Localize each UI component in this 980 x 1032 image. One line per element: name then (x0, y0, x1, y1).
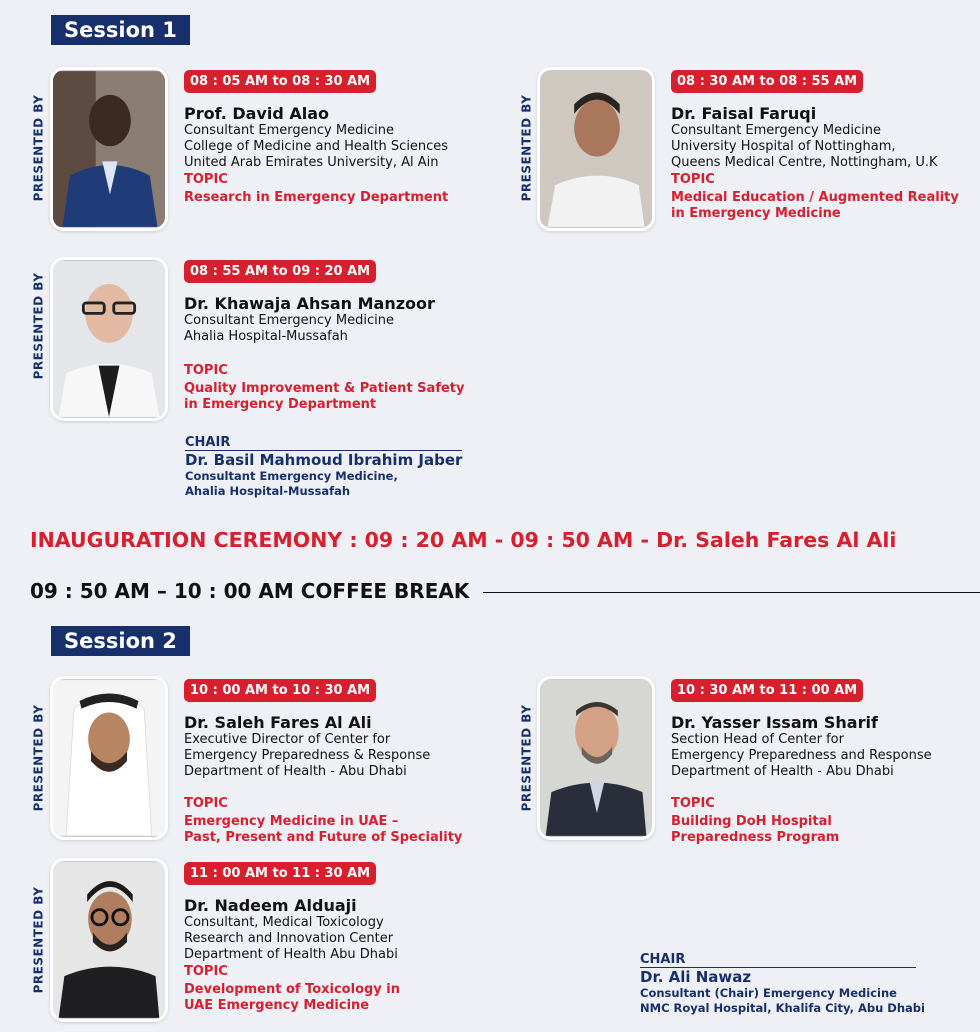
inauguration-ceremony: INAUGURATION CEREMONY : 09 : 20 AM - 09 : 50 AM - Dr. Saleh Fares Al Ali (30, 528, 897, 552)
topic-label: TOPIC (184, 964, 228, 979)
speaker-org: Department of Health - Abu Dhabi (671, 764, 894, 779)
speaker-photo-yasser-sharif (537, 676, 655, 840)
topic-label: TOPIC (184, 172, 228, 187)
speaker-card-faisal-faruqi (671, 104, 959, 222)
speaker-card-saleh-al-ali (184, 713, 462, 846)
speaker-card-david-alao (184, 104, 448, 206)
speaker-role: Consultant Emergency Medicine (184, 123, 394, 138)
speaker-org: Emergency Preparedness & Response (184, 748, 431, 763)
time-badge: 11 : 00 AM to 11 : 30 AM (184, 862, 376, 885)
chair-label: CHAIR (640, 952, 686, 967)
speaker-card-yasser-sharif (671, 713, 932, 846)
session-2-tag (51, 626, 190, 656)
speaker-org: Department of Health Abu Dhabi (184, 947, 398, 962)
speaker-role: Consultant Emergency Medicine (671, 123, 881, 138)
chair-block-session-2 (640, 952, 925, 1016)
speaker-role: Consultant, Medical Toxicology (184, 915, 384, 930)
speaker-name: Dr. Nadeem Alduaji (184, 896, 357, 915)
chair-label: CHAIR (185, 435, 231, 450)
session-1-tag (51, 15, 190, 45)
speaker-name: Dr. Faisal Faruqi (671, 104, 817, 123)
speaker-org: Emergency Preparedness and Response (671, 748, 932, 763)
presented-by-label: PRESENTED BY (31, 94, 46, 201)
topic-text: Preparedness Program (671, 830, 840, 845)
speaker-org: Department of Health - Abu Dhabi (184, 764, 407, 779)
time-badge: 08 : 30 AM to 08 : 55 AM (671, 70, 863, 93)
topic-text: Medical Education / Augmented Reality (671, 190, 959, 205)
speaker-name: Dr. Yasser Issam Sharif (671, 713, 878, 732)
coffee-break: 09 : 50 AM – 10 : 00 AM COFFEE BREAK (30, 579, 470, 603)
presented-by-label: PRESENTED BY (519, 94, 534, 201)
time-badge: 08 : 05 AM to 08 : 30 AM (184, 70, 376, 93)
coffee-break-divider (483, 592, 980, 593)
speaker-org: College of Medicine and Health Sciences (184, 139, 449, 154)
speaker-role: Consultant Emergency Medicine (184, 313, 394, 328)
speaker-card-khawaja-manzoor (184, 294, 464, 413)
topic-label: TOPIC (671, 796, 715, 811)
speaker-photo-saleh-al-ali (50, 676, 168, 840)
presented-by-label: PRESENTED BY (31, 704, 46, 811)
speaker-role: Executive Director of Center for (184, 732, 391, 747)
topic-text: Research in Emergency Department (184, 190, 449, 205)
session-1-label: Session 1 (64, 18, 177, 42)
chair-role: Consultant (Chair) Emergency Medicine (640, 986, 897, 1000)
presented-by-label: PRESENTED BY (31, 886, 46, 993)
topic-text: Development of Toxicology in (184, 982, 401, 997)
topic-text: UAE Emergency Medicine (184, 998, 370, 1013)
topic-text: in Emergency Medicine (671, 206, 841, 221)
topic-label: TOPIC (184, 363, 228, 378)
topic-text: Past, Present and Future of Speciality (184, 830, 463, 845)
speaker-org: United Arab Emirates University, Al Ain (184, 155, 439, 170)
topic-text: in Emergency Department (184, 397, 377, 412)
chair-name: Dr. Ali Nawaz (640, 968, 752, 986)
speaker-name: Dr. Khawaja Ahsan Manzoor (184, 294, 435, 313)
topic-text: Emergency Medicine in UAE – (184, 814, 399, 829)
chair-name: Dr. Basil Mahmoud Ibrahim Jaber (185, 451, 463, 469)
topic-text: Building DoH Hospital (671, 814, 832, 829)
chair-org: NMC Royal Hospital, Khalifa City, Abu Dhabi (640, 1001, 925, 1015)
time-badge: 10 : 30 AM to 11 : 00 AM (671, 679, 863, 702)
speaker-org: Queens Medical Centre, Nottingham, U.K (671, 155, 938, 170)
time-badge: 08 : 55 AM to 09 : 20 AM (184, 260, 376, 283)
speaker-photo-david-alao (50, 67, 168, 231)
speaker-name: Prof. David Alao (184, 104, 330, 123)
speaker-card-nadeem-alduaji (184, 896, 400, 1014)
topic-text: Quality Improvement & Patient Safety (184, 381, 465, 396)
speaker-name: Dr. Saleh Fares Al Ali (184, 713, 372, 732)
speaker-role: Section Head of Center for (671, 732, 844, 747)
topic-label: TOPIC (671, 172, 715, 187)
speaker-org: Research and Innovation Center (184, 931, 394, 946)
chair-role: Consultant Emergency Medicine, (185, 469, 398, 483)
speaker-org: University Hospital of Nottingham, (671, 139, 896, 154)
speaker-photo-nadeem-alduaji (50, 858, 168, 1022)
speaker-photo-khawaja-manzoor (50, 257, 168, 421)
speaker-org: Ahalia Hospital-Mussafah (184, 329, 348, 344)
session-2-label: Session 2 (64, 629, 177, 653)
presented-by-label: PRESENTED BY (31, 272, 46, 379)
chair-block-session-1 (185, 435, 462, 499)
presented-by-label: PRESENTED BY (519, 704, 534, 811)
speaker-photo-faisal-faruqi (537, 67, 655, 231)
topic-label: TOPIC (184, 796, 228, 811)
chair-org: Ahalia Hospital-Mussafah (185, 484, 351, 498)
time-badge: 10 : 00 AM to 10 : 30 AM (184, 679, 376, 702)
